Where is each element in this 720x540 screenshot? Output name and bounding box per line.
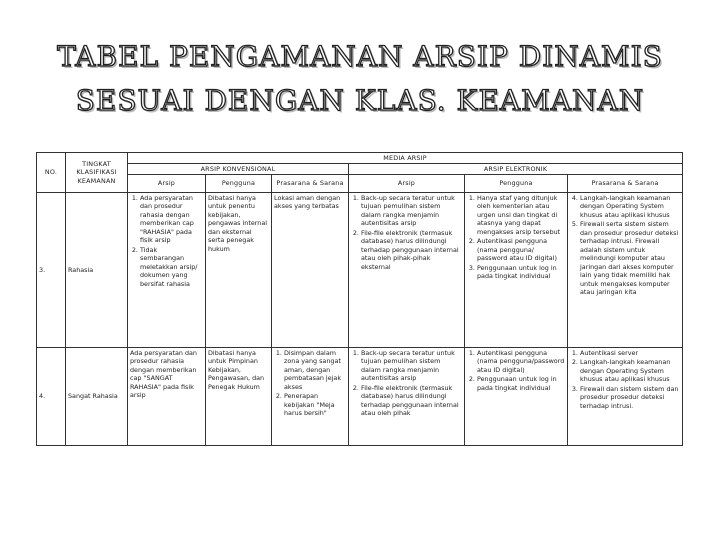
cell-konvensional-prasarana — [272, 348, 349, 446]
cell-elektronik-arsip — [349, 348, 465, 446]
security-table — [36, 152, 683, 446]
list-item: 1. Back-up secara teratur untuk tujuan pemulihan sistem dalam rangka menjamin autentisitas arsip — [361, 194, 462, 228]
header-arsip-elektronik: ARSIP ELEKTRONIK — [349, 164, 683, 175]
cell-konvensional-pengguna: Dibatasi hanya untuk Pimpinan Kebijakan, Pengawasan, dan Penegak Hukum — [206, 348, 272, 446]
header-no: NO. — [37, 153, 66, 193]
list-item: 1. Disimpan dalam zona yang sangat aman, dengan pembatasan jejak akses — [284, 349, 346, 391]
cell-konvensional-arsip — [128, 193, 206, 348]
header-elektronik-pengguna: Pengguna — [465, 175, 568, 193]
row-number: 3. — [37, 193, 66, 348]
header-elektronik-prasarana: Prasarana & Sarana — [568, 175, 683, 193]
cell-elektronik-arsip — [349, 193, 465, 348]
cell-konvensional-prasarana: Lokasi aman dengan akses yang terbatas — [272, 193, 349, 348]
list-item: 1. Hanya staf yang ditunjuk oleh kementerian atau urgen unsi dan tingkat di atasnya yang dapat mengakses arsip tersebut — [477, 194, 565, 236]
header-tingkat-klasifikasi: TINGKAT KLASIFIKASI KEAMANAN — [66, 153, 128, 193]
cell-konvensional-arsip: Ada persyaratan dan prosedur rahasia dengan memberikan cap "SANGAT RAHASIA" pada fisik arsip — [128, 348, 206, 446]
list-item: 2. Autentikasi pengguna (nama pengguna/ password atau ID digital) — [477, 237, 565, 262]
list-item: 2. Langkah-langkah keamanan dengan Operating System khusus atau aplikasi khusus — [580, 358, 680, 383]
list-item: 1. Ada persyaratan dan prosedur rahasia dengan memberikan cap "RAHASIA" pada fisik arsip — [140, 194, 203, 245]
list-item: 2. Penerapan kebijakan "Meja harus bersih" — [284, 392, 346, 417]
list-item: 3. Penggunaan untuk log in pada tingkat individual — [477, 264, 565, 281]
list-item: 4. Langkah-langkah keamanan dengan Operating System khusus atau aplikasi khusus — [580, 194, 680, 219]
page-title-line-2: SESUAI DENGAN KLAS. KEAMANAN — [75, 84, 645, 117]
table-row — [37, 193, 683, 348]
header-konvensional-prasarana: Prasarana & Sarana — [272, 175, 349, 193]
cell-konvensional-pengguna: Dibatasi hanya untuk penentu kebijakan, pengawas internal dan eksternal serta penegak hukum — [206, 193, 272, 348]
security-level: Rahasia — [66, 193, 128, 348]
list-item: 1. Autentikasi pengguna (nama pengguna/password atau ID digital) — [477, 349, 565, 374]
list-item: 1. Back-up secara teratur untuk tujuan pemulihan sistem dalam rangka menjamin autentisitas arsip — [361, 349, 462, 383]
cell-elektronik-prasarana — [568, 193, 683, 348]
header-konvensional-arsip: Arsip — [128, 175, 206, 193]
list-item: 5. Firewall serta sistem sistem dan prosedur prosedur deteksi terhadap intrusi. Firewall adalah sistem untuk melindungi komputer atau jaringan dari akses komputer lain yang tidak memiliki hak untuk mengakses komputer atau jaringan kita — [580, 220, 680, 296]
row-number: 4. — [37, 348, 66, 446]
cell-elektronik-prasarana — [568, 348, 683, 446]
page-title-line-1: TABEL PENGAMANAN ARSIP DINAMIS — [57, 40, 663, 73]
security-level: Sangat Rahasia — [66, 348, 128, 446]
table-row — [37, 348, 683, 446]
list-item: 3. Firewall dan sistem sistem dan prosedur prosedur deteksi terhadap intrusi. — [580, 385, 680, 410]
list-item: 2. Tidak sembarangan meletakkan arsip/ dokumen yang bersifat rahasia — [140, 246, 203, 288]
list-item: 2. File-file elektronik (termasuk database) harus dilindungi terhadap penggunaan internal atau oleh pihak-pihak eksternal — [361, 229, 462, 271]
header-arsip-konvensional: ARSIP KONVENSIONAL — [128, 164, 349, 175]
cell-elektronik-pengguna — [465, 348, 568, 446]
list-item: 2. File-file elektronik (termasuk database) harus dilindungi terhadap penggunaan internal atau oleh pihak — [361, 384, 462, 418]
cell-elektronik-pengguna — [465, 193, 568, 348]
list-item: 1. Autentikasi server — [580, 349, 680, 357]
header-elektronik-arsip: Arsip — [349, 175, 465, 193]
header-media-arsip: MEDIA ARSIP — [128, 153, 683, 164]
list-item: 2. Penggunaan untuk log in pada tingkat individual — [477, 375, 565, 392]
header-konvensional-pengguna: Pengguna — [206, 175, 272, 193]
